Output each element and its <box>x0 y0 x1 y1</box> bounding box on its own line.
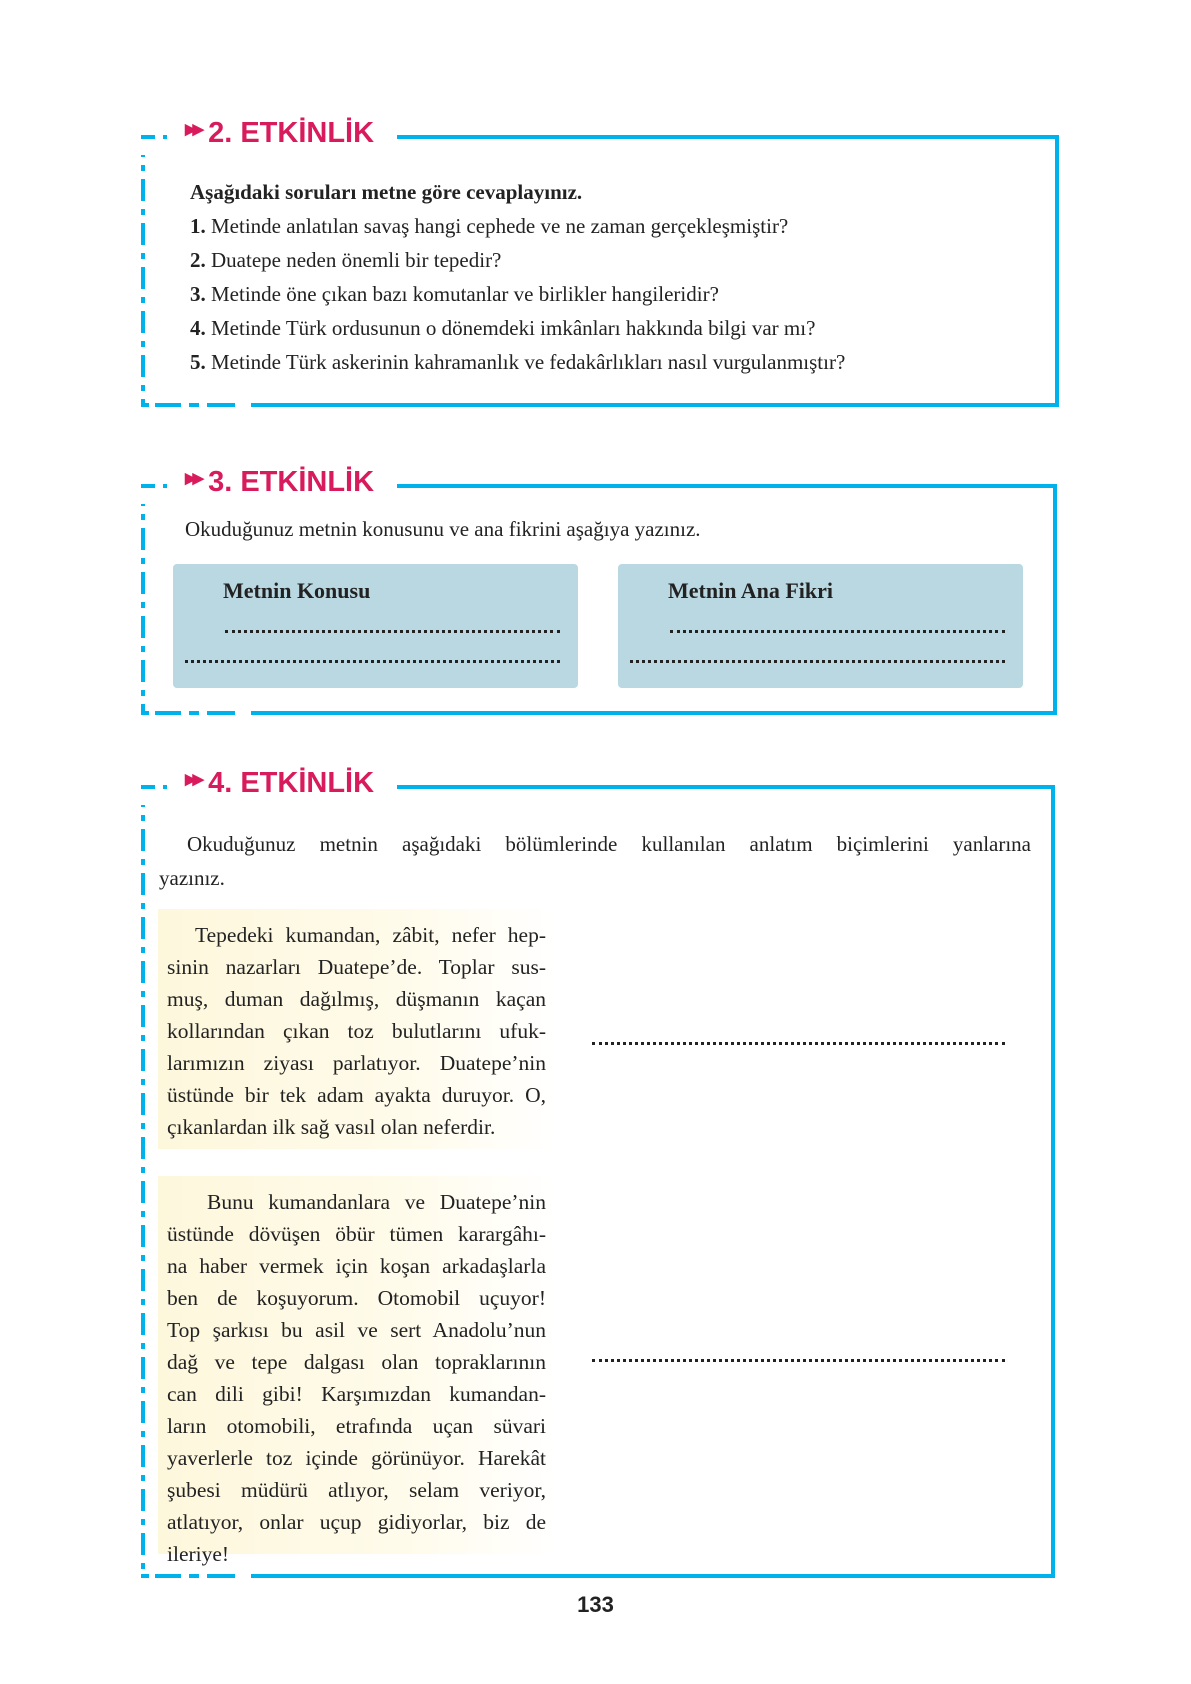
activity-2-title: ▶▶ 2. ETKİNLİK <box>185 117 384 150</box>
question-1: 1. Metinde anlatılan savaş hangi cephede ve ne zaman gerçekleşmiştir? <box>190 214 789 238</box>
main-idea-panel <box>618 564 1023 688</box>
activity-4-title: ▶▶ 4. ETKİNLİK <box>185 767 384 800</box>
main-idea-answer-line-1[interactable] <box>670 630 1005 633</box>
activity-2-box <box>145 117 1059 407</box>
instruction: Aşağıdaki soruları metne göre cevaplayınız. <box>190 180 583 204</box>
double-arrow-icon: ▶▶ <box>185 770 201 788</box>
activity-4-instruction: Okuduğunuz metnin aşağıdaki bölümlerinde kullanılan anlatım biçimlerini yanlarına yazınız. <box>159 832 1031 890</box>
passage-1-answer-line[interactable] <box>592 1042 1005 1045</box>
topic-panel <box>173 564 578 688</box>
question-2: 2. Duatepe neden önemli bir tepedir? <box>190 248 502 272</box>
double-arrow-icon: ▶▶ <box>185 469 201 487</box>
activity-2-questions <box>190 175 845 379</box>
question-5: 5. Metinde Türk askerinin kahramanlık ve fedakârlıkları nasıl vurgulanmıştır? <box>190 350 846 374</box>
page-number: 133 <box>577 1592 614 1617</box>
main-idea-answer-line-2[interactable] <box>630 660 1005 663</box>
passage-2-answer-line[interactable] <box>592 1359 1005 1362</box>
passage-1: Tepedeki kumandan, zâbit, nefer hep- sinin nazarları Duatepe’de. Toplar sus- muş, duman dağılmış, düşmanın kaçan kollarından çıkan toz bulutlarını ufuk- larımızın ziyası parlatıyor. Duatepe’nin üstünde bir tek adam ayakta duruyor. O, çıkanlardan ilk sağ vasıl olan neferdir. <box>158 909 556 1149</box>
activity-3-title: ▶▶ 3. ETKİNLİK <box>185 466 384 499</box>
activity-3-box <box>145 466 1057 715</box>
activity-4-box <box>145 767 1055 1578</box>
passage-2: Bunu kumandanlara ve Duatepe’nin üstünde dövüşen öbür tümen karargâhı- na haber vermek için koşan arkadaşlarla ben de koşuyorum. Otomobil uçuyor! Top şarkısı bu asil ve sert Anadolu’nun dağ ve tepe dalgası olan topraklarının can dili gibi! Karşımızdan kumandan- ların otomobili, etrafında uçan süvari yaverlerle toz içinde görünüyor. Harekât şubesi müdürü atlıyor, selam veriyor, atlatıyor, onlar uçup gidiyorlar, biz de ileriye! <box>158 1176 556 1554</box>
question-3: 3. Metinde öne çıkan bazı komutanlar ve birlikler hangileridir? <box>190 282 719 306</box>
activity-3-instruction: Okuduğunuz metnin konusunu ve ana fikrini aşağıya yazınız. <box>185 517 701 541</box>
topic-answer-line-1[interactable] <box>225 630 560 633</box>
question-4: 4. Metinde Türk ordusunun o dönemdeki imkânları hakkında bilgi var mı? <box>190 316 816 340</box>
main-idea-heading: Metnin Ana Fikri <box>668 578 834 603</box>
topic-answer-line-2[interactable] <box>185 660 560 663</box>
topic-heading: Metnin Konusu <box>223 578 371 603</box>
double-arrow-icon: ▶▶ <box>185 120 201 138</box>
